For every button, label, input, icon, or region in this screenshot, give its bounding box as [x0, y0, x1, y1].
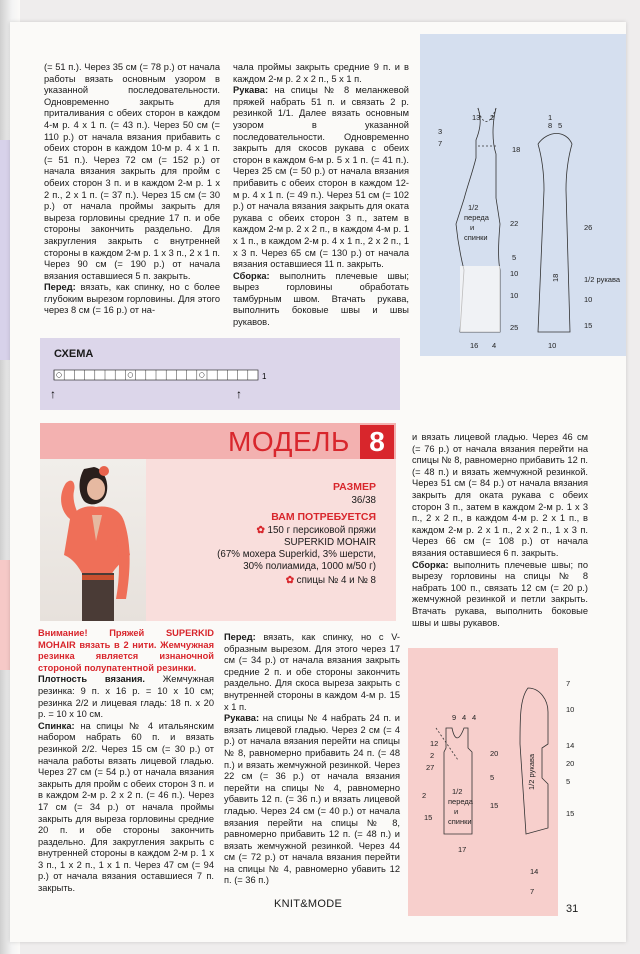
diagram-2-label-27: 27: [426, 763, 435, 772]
bottom-middle-column-text: [224, 632, 400, 887]
bottom-left-column-text: [38, 628, 214, 895]
model-title: МОДЕЛЬ: [228, 426, 350, 457]
assembly-label: Сборка:: [233, 270, 270, 281]
diagram-2-label-back: спинки: [448, 817, 472, 826]
density-label: Плотность вязания.: [38, 674, 145, 685]
diagram-1-label-26: 26: [584, 223, 593, 232]
diagram-1-label-10d: 15: [584, 321, 593, 330]
diagram-2-label-5a: 5: [490, 773, 495, 782]
diagram-1-label-3: 3: [438, 127, 443, 136]
diagram-1-label-18b: 10: [548, 341, 557, 350]
diagram-1-label-4: 4: [492, 341, 497, 350]
diagram-2-label-5b: 5: [566, 777, 571, 786]
diagram-2-label-20a: 20: [490, 749, 499, 758]
assembly-2-text: выполнить плечевые швы; по вырезу горловины на спицы № 8 набрать 100 п., связать 12 см (= 20 р.) жемчужной резинкой и петли закрыть. Втачать рукава, выполнить боковые швы и швы рукавов.: [412, 559, 588, 628]
diagram-2-label-sleeve: 1/2 рукава: [527, 753, 536, 790]
yarn-line-2: SUPERKID MOHAIR: [284, 537, 376, 548]
diagram-2-label-9: 9: [452, 713, 457, 722]
front-2-label: Перед:: [224, 632, 256, 642]
diagram-2-label-20b: 20: [566, 759, 575, 768]
diagram-1-label-7: 7: [438, 139, 443, 148]
front-2-text: вязать, как спинку, но с V-образным вырезом. Для этого через 17 см (= 34 р.) от начала вязания закрыть средние 2 п. и обе стороны закончить раздельно. Для скоса выреза закрыть с внутренней стороны в каждом 4-м р. 15 х 1 п.: [224, 632, 400, 712]
right-column-text: [412, 432, 588, 629]
diagram-2-label-17: 17: [458, 845, 467, 854]
diagram-2-label-2a: 2: [430, 751, 435, 760]
diagram-1-label-5b: 5: [558, 121, 563, 130]
assembly-2-label: Сборка:: [412, 559, 449, 570]
sleeves-2-instructions: [224, 713, 400, 887]
sleeves-instructions: [233, 85, 409, 271]
sleeves-2-label: Рукава:: [224, 713, 260, 724]
diagram-1-ribbing-area: [460, 266, 500, 332]
diagram-1-label-10c: 1/2 рукава: [584, 275, 621, 284]
density-text: Жемчужная резинка: 9 п. х 16 р. = 10 х 10 см; резинка 2/2 и лицевая гладь: 18 п. х 20 р. = 10 х 10 см.: [38, 674, 214, 720]
diagram-2-label-7b: 7: [530, 887, 535, 896]
model-number: 8: [360, 425, 394, 459]
back-2-text: на спицы № 4 итальянским набором набрать 60 п. и вязать резинкой 2/2. Через 15 см (= 30 р.) от начала работы вязать лицевой гладью. Через 27 см (= 54 р.) от начала вязания закрыть для пройм с обеих сторон 3 п. и в каждом 2-м р. 2 х 2 п. (= 46 п.). Через 17 см (= 34 р.) от начала проймы закрыть для выреза горловины средние 20 п. и обе стороны закончить раздельно. Для закругления закрыть с внутренней стороны в каждом 2-м р. 1 х 3 п., 1 х 2 п., 1 х 1 п. Через 47 см (= 94 р.) от начала вязания оставшиеся 7 п. закрыть.: [38, 720, 214, 894]
model-photo: [40, 459, 146, 621]
diagram-2-label-14a: 14: [566, 741, 575, 750]
diagram-2-label-14b: 14: [530, 867, 539, 876]
needles-text: спицы № 4 и № 8: [296, 575, 376, 586]
front-text: вязать, как спинку, но с более глубоким вырезом горловины. Для этого через 8 см (= 16 р.) от на-: [44, 282, 220, 316]
diagram-2-label-2b: 2: [422, 791, 427, 800]
size-label: РАЗМЕР: [333, 481, 376, 493]
yarn-line-4: 30% полиамида, 1000 м/50 г): [243, 561, 376, 572]
density-info: [38, 674, 214, 720]
diagram-2-label-15c: 15: [566, 809, 575, 818]
size-value: 36/38: [351, 495, 376, 506]
diagram-2-label-15b: 15: [424, 813, 433, 822]
schema-chart: [40, 338, 400, 410]
diagram-1-label-sleeve: 18: [551, 273, 560, 282]
pattern-diagram-1-svg: [420, 34, 626, 356]
stitch-schema: [40, 338, 400, 410]
front-instructions-continued: чала проймы закрыть средние 9 п. и в каждом 2-м р. 2 х 2 п., 5 х 1 п.: [233, 62, 409, 84]
diagram-2-label-10: 10: [566, 705, 575, 714]
schema-title: СХЕМА: [54, 348, 94, 360]
diagram-2-label-and: и: [454, 807, 459, 816]
yarn-line-1: [257, 525, 376, 537]
pattern-diagram-1: [420, 34, 626, 356]
magazine-brand: KNIT&MODE: [274, 898, 343, 910]
yarn-amount: 150 г персиковой пряжи: [267, 525, 376, 536]
sleeves-2-text: на спицы № 4 набрать 24 п. и вязать лицевой гладью. Через 2 см (= 4 р.) от начала вязания перейти на спицы № 8, равномерно прибавить 24 п. (= 48 п.) и вязать жемчужной резинкой. Через 22 см (= 36 р.) от начала вязания перейти на спицы № 4, равномерно убавить 12 п. (= 36 п.) и вязать лицевой гладью. Через 24 см (= 40 р.) от начала вязания перейти на спицы № 8, равномерно прибавить 12 п. (= 48 п.) и вязать жемчужной резинкой. Через 44 см (= 72 р.) от начала вязания перейти на спицы № 4, равномерно убавить 12 п. (= 36 п.): [224, 713, 400, 886]
back-2-instructions: [38, 721, 214, 895]
front-2-instructions: [224, 632, 400, 713]
schema-right-arrow: ↑: [236, 387, 242, 401]
front-instructions: [44, 282, 220, 317]
assembly-2-instructions: [412, 560, 588, 630]
model-photo-illustration: [40, 459, 146, 621]
diagram-1-label-15: 10: [584, 295, 593, 304]
diagram-2-label-front: переда: [448, 797, 473, 806]
diagram-1-label-2: 2: [490, 113, 495, 122]
back-instructions-continued: (= 51 п.). Через 35 см (= 78 р.) от начала работы вязать основным узором в указанной последовательности. Одновременно закрыть для приталивания с обеих сторон в каждом 4-м р. 4 х 1 п. (= 43 п.). Через 50 см (= 110 р.) от начала вязания прибавить с обеих сторон в каждом 10-м р. 4 х 1 п. (= 51 п.). Через 72 см (= 152 р.) от начала вязания закрыть для пройм с обеих сторон 3 п. и в каждом 2-м р. 1 х 2 п., 2 х 1 п. (= 37 п.). Через 15 см (= 30 р.) от начала проймы закрыть для выреза горловины средние 17 п. и обе стороны закончить раздельно. Для закругления закрыть с внутренней стороны в каждом 2-м р. 1 х 3 п., 2 х 1 п. Через 90 см (= 190 р.) от начала вязания оставшиеся 5 п. закрыть.: [44, 62, 220, 281]
diagram-2-label-half: 1/2: [452, 787, 463, 796]
flower-icon: ✿: [285, 575, 294, 586]
front-label: Перед:: [44, 282, 76, 293]
sleeves-continued: и вязать лицевой гладью. Через 46 см (= 76 р.) от начала вязания перейти на спицы № 8, равномерно прибавить 12 п. (= 48 п.) и вязать жемчужной резинкой. Через 51 см (= 84 р.) от начала вязания закрыть для оката рукава с обеих сторон 3 п., затем в каждом 2-м р. 1 х 3 п., 2 х 2 п., в каждом 4-м р. 2 х 1 п., в каждом 2-м р. 2 х 1 п., 2 х 2 п., 1 х 3 п. Через 66 см (= 108 р.) от начала вязания оставшиеся 6 п. закрыть.: [412, 432, 588, 558]
diagram-1-label-25: 25: [510, 323, 519, 332]
sleeves-text: на спицы № 8 меланжевой пряжей набрать 51 п. и связать 2 р. резинкой 1/1. Далее вязать основным узором в указанной последовательности. Одновременно закрыть для скосов рукава с обеих сторон в каждом 6-м р. 5 х 1 п. (= 41 п.). Через 25 см (= 50 р.) от начала вязания прибавить с обеих сторон в каждом 12-м р. 4 х 1 п. (= 49 п.). Через 51 см (= 102 р.) от начала вязания закрыть для оката рукава с обеих сторон 3 п., затем в каждом 2-м р. 2 х 2 п., в каждом 4-м р. 1 х 1 п., в каждом 2-м р. 4 х 1 п., 2 х 2 п., 1 х 3 п. Через 65 см (= 130 р.) от начала вязания оставшиеся 11 п. закрыть.: [233, 85, 409, 270]
diagram-2-label-4b: 4: [472, 713, 477, 722]
diagram-2-label-4a: 4: [462, 713, 467, 722]
diagram-1-label-16: 16: [470, 341, 479, 350]
requirements-panel: [146, 459, 396, 621]
diagram-1-label-back: спинки: [464, 233, 488, 242]
schema-left-arrow: ↑: [50, 387, 56, 401]
diagram-1-label-5: 5: [512, 253, 517, 262]
diagram-2-label-12: 12: [430, 739, 439, 748]
flower-icon: ✿: [256, 525, 265, 536]
diagram-1-label-10b: 10: [510, 291, 519, 300]
diagram-1-label-10a: 10: [510, 269, 519, 278]
diagram-1-label-and: и: [470, 223, 475, 232]
assembly-text: выполнить плечевые швы; вырез горловины обработать тамбурным швом. Втачать рукава, выполнить боковые швы и швы рукавов.: [233, 270, 409, 328]
assembly-instructions: [233, 271, 409, 329]
materials-label: ВАМ ПОТРЕБУЕТСЯ: [271, 511, 376, 523]
sleeves-label: Рукава:: [233, 85, 269, 96]
diagram-1-label-22: 22: [510, 219, 519, 228]
pattern-diagram-2-svg: [408, 648, 588, 916]
diagram-1-label-18: 18: [512, 145, 521, 154]
yarn-line-3: (67% мохера Superkid, 3% шерсти,: [217, 549, 376, 560]
back-2-label: Спинка:: [38, 720, 75, 731]
left-column-text: [44, 62, 220, 317]
diagram-2-label-15a: 15: [490, 801, 499, 810]
diagram-1-label-8: 8: [548, 121, 553, 130]
page-number: 31: [566, 903, 579, 915]
needles-line: [286, 575, 376, 587]
schema-row-number: 1: [262, 372, 267, 381]
diagram-1-label-13: 13: [472, 113, 481, 122]
diagram-2-label-7a: 7: [566, 679, 571, 688]
attention-note: Внимание! Пряжей SUPERKID MOHAIR вязать в 2 нити. Жемчужная резинка является изнаночной стороной полупатентной резинки.: [38, 628, 214, 673]
diagram-1-label-half: 1/2: [468, 203, 479, 212]
diagram-1-label-1: 1: [548, 113, 553, 122]
diagram-1-label-front: переда: [464, 213, 489, 222]
middle-column-text: [233, 62, 409, 329]
